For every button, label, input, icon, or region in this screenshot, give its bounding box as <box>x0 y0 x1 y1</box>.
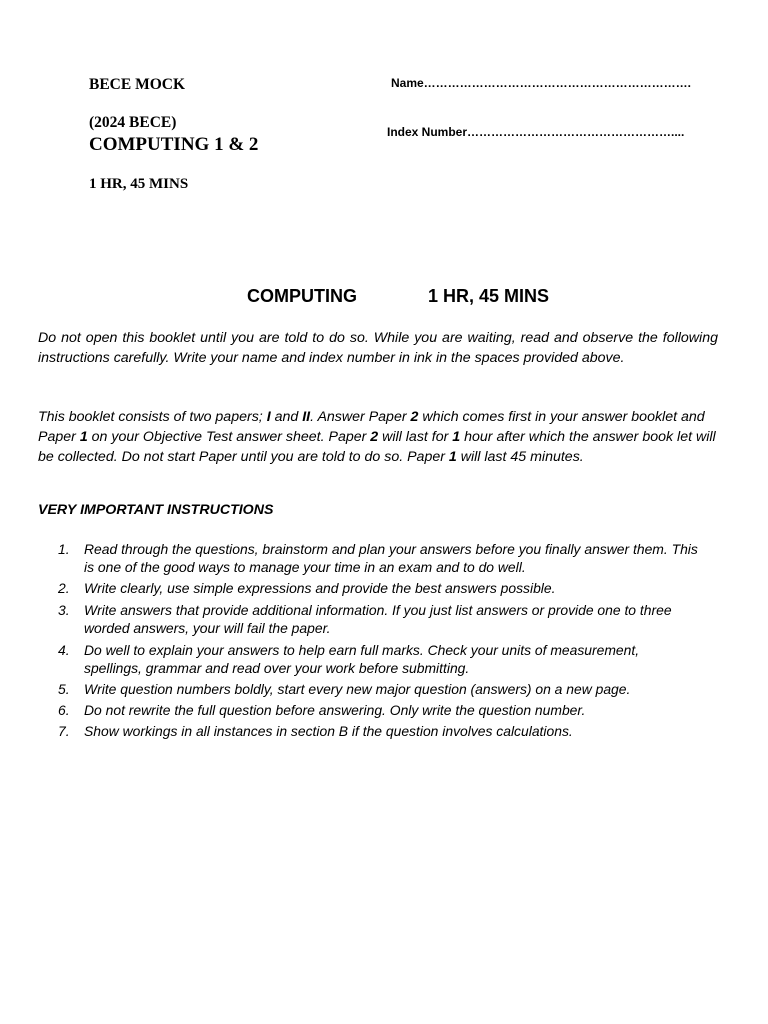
title-duration: 1 HR, 45 MINS <box>428 286 550 306</box>
list-item-number: 1. <box>58 541 70 557</box>
list-item-number: 4. <box>58 642 70 658</box>
list-item <box>40 579 700 597</box>
name-field[interactable]: Name…………………………………………………………. <box>391 76 692 90</box>
list-item-number: 3. <box>58 602 70 618</box>
p2-bold-num: 2 <box>410 409 419 425</box>
list-item <box>40 722 700 740</box>
list-item-number: 6. <box>58 702 70 718</box>
p2-bold-num: 2 <box>370 429 379 445</box>
p2-text: . Answer Paper <box>310 409 411 425</box>
list-item-number: 5. <box>58 681 70 697</box>
p2-bold-paper-i: I <box>266 409 271 425</box>
index-number-field[interactable]: Index Number…………………………………………….... <box>387 125 685 139</box>
p2-text: hour after which the answer book let will be collected. Do not start Paper until you are told to do so. Paper <box>38 429 716 465</box>
p2-bold-paper-ii: II <box>302 409 311 425</box>
list-item-text: Read through the questions, brainstorm and plan your answers before you finally answer them. This is one of the good ways to manage your time in an exam and to do well. <box>84 541 698 575</box>
instructions-list <box>40 540 700 743</box>
p2-text: This booklet consists of two papers; <box>38 409 267 425</box>
p2-bold-num: 1 <box>452 429 461 445</box>
list-item <box>40 680 700 698</box>
exam-name: BECE MOCK <box>89 76 186 93</box>
exam-subject: COMPUTING 1 & 2 <box>89 134 259 155</box>
list-item-text: Do well to explain your answers to help earn full marks. Check your units of measurement, spellings, grammar and read over your work before submitting. <box>84 642 640 676</box>
p2-bold-num: 1 <box>79 429 88 445</box>
list-item-text: Do not rewrite the full question before answering. Only write the question number. <box>84 702 586 718</box>
instructions-heading: VERY IMPORTANT INSTRUCTIONS <box>38 502 274 518</box>
list-item <box>40 601 700 637</box>
title-subject: COMPUTING <box>247 286 357 306</box>
list-item-number: 2. <box>58 580 70 596</box>
list-item-text: Show workings in all instances in section B if the question involves calculations. <box>84 723 573 739</box>
exam-duration: 1 HR, 45 MINS <box>89 176 189 192</box>
list-item-text: Write answers that provide additional information. If you just list answers or provide one to three worded answers, your will fail the paper. <box>84 602 672 636</box>
list-item <box>40 701 700 719</box>
list-item-text: Write question numbers boldly, start every new major question (answers) on a new page. <box>84 681 631 697</box>
p2-bold-num: 1 <box>448 449 457 465</box>
p2-text: and <box>270 409 303 425</box>
list-item <box>40 641 700 677</box>
intro-paragraph-2 <box>38 407 718 467</box>
p2-text: on your Objective Test answer sheet. Paper <box>87 429 371 445</box>
exam-year: (2024 BECE) <box>89 114 177 131</box>
intro-paragraph-1: Do not open this booklet until you are told to do so. While you are waiting, read and observe the following instructions carefully. Write your name and index number in ink in the spaces provided above. <box>38 330 718 366</box>
list-item-text: Write clearly, use simple expressions and provide the best answers possible. <box>84 580 556 596</box>
p2-text: will last for <box>378 429 453 445</box>
p2-text: will last 45 minutes. <box>456 449 584 465</box>
list-item-number: 7. <box>58 723 70 739</box>
p2-text: which comes first in your answer booklet and Paper <box>38 409 705 445</box>
list-item <box>40 540 700 576</box>
